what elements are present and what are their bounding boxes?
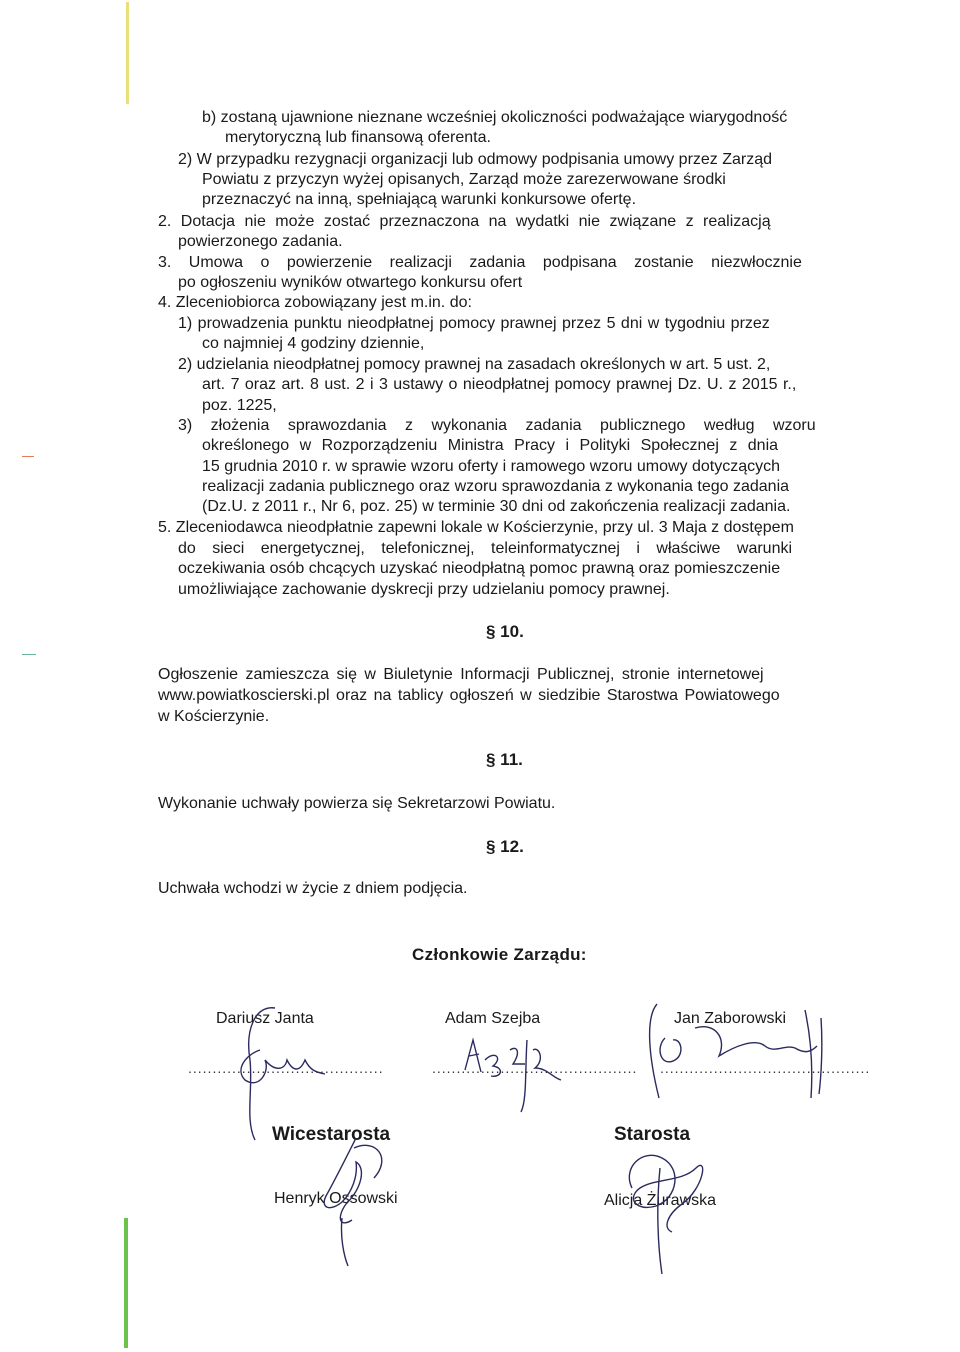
member-name-szejba: Adam Szejba <box>445 1010 541 1027</box>
paragraph-3-line-2: po ogłoszeniu wyników otwartego konkursu ofert <box>178 274 523 291</box>
subitem-2-line-1: 2) W przypadku rezygnacji organizacji lub odmowy podpisania umowy przez Zarząd <box>178 151 773 168</box>
paragraph-2-line-2: powierzonego zadania. <box>178 233 343 250</box>
subitem-2-line-3: przeznaczyć na inną, spełniającą warunki konkursowe ofertę. <box>202 191 637 208</box>
paragraph-4-sub-2-line-3: poz. 1225, <box>202 397 277 414</box>
paragraph-3-line-1: 3. Umowa o powierzenie realizacji zadania podpisana zostanie niezwłocznie <box>158 254 802 271</box>
section-12-title: § 12. <box>486 837 524 856</box>
paragraph-5-line-2: do sieci energetycznej, telefonicznej, teleinformatycznej i właściwe warunki <box>178 540 793 557</box>
paragraph-4-sub-2-line-1: 2) udzielania nieodpłatnej pomocy prawnej na zasadach określonych w art. 5 ust. 2, <box>178 356 771 373</box>
subitem-2-line-2-text: Powiatu z przyczyn wyżej opisanych, Zarząd może zarezerwowane środki <box>202 171 726 188</box>
signature-szejba <box>455 1020 575 1120</box>
section-12-text: Uchwała wchodzi w życie z dniem podjęcia. <box>158 880 468 897</box>
section-10-line-1: Ogłoszenie zamieszcza się w Biuletynie Informacji Publicznej, stronie internetowej <box>158 666 764 683</box>
subitem-2-line-2 <box>202 170 866 190</box>
paragraph-5-line-1: 5. Zleceniodawca nieodpłatnie zapewni lokale w Kościerzynie, przy ul. 3 Maja z dostępem <box>158 519 794 536</box>
paragraph-4-sub-3-line-4: realizacji zadania publicznego oraz wzoru sprawozdania z wykonania tego zadania <box>202 478 790 495</box>
item-b-line-2: merytoryczną lub finansową oferenta. <box>225 129 491 146</box>
item-b-line-1: b) zostaną ujawnione nieznane wcześniej okoliczności podważające wiarygodność <box>202 109 788 126</box>
paragraph-4-line-1: 4. Zleceniobiorca zobowiązany jest m.in. do: <box>158 294 472 311</box>
section-11-title: § 11. <box>486 750 523 769</box>
board-heading: Członkowie Zarządu: <box>412 945 587 964</box>
member-name-zaborowski: Jan Zaborowski <box>674 1010 787 1027</box>
paragraph-4-sub-3-line-3: 15 grudnia 2010 r. w sprawie wzoru oferty i ramowego wzoru umowy dotyczących <box>202 458 781 475</box>
member-dots-janta: ........................................ <box>188 1060 384 1076</box>
paragraph-5-line-4: umożliwiające zachowanie dyskrecji przy udzielaniu pomocy prawnej. <box>178 581 670 598</box>
section-10-line-2: www.powiatkoscierski.pl oraz na tablicy ogłoszeń w siedzibie Starostwa Powiatowego <box>158 687 780 704</box>
member-name-janta: Dariusz Janta <box>216 1010 314 1027</box>
paragraph-4-sub-1-line-2: co najmniej 4 godziny dziennie, <box>202 335 425 352</box>
paragraph-4-sub-3-line-2: określonego w Rozporządzeniu Ministra Pracy i Polityki Społecznej z dnia <box>202 437 779 454</box>
margin-mark-yellow <box>126 2 129 104</box>
deputy-role: Wicestarosta <box>272 1124 391 1145</box>
paragraph-4-sub-2-line-2: art. 7 oraz art. 8 ust. 2 i 3 ustawy o nieodpłatnej pomocy prawnej Dz. U. z 2015 r., <box>202 376 797 393</box>
deputy-name: Henryk Ossowski <box>274 1190 398 1207</box>
margin-mark-red <box>22 456 34 457</box>
member-dots-szejba: .......................................... <box>432 1060 638 1076</box>
section-10-line-3: w Kościerzynie. <box>158 708 270 725</box>
head-name: Alicja Żurawska <box>604 1192 717 1209</box>
paragraph-4-sub-3-line-1: 3) złożenia sprawozdania z wykonania zadania publicznego według wzoru <box>178 417 816 434</box>
paragraph-5-line-3: oczekiwania osób chcących uzyskać nieodpłatną pomoc prawną oraz pomieszczenie <box>178 560 781 577</box>
paragraph-2-line-1: 2. Dotacja nie może zostać przeznaczona na wydatki nie związane z realizacją <box>158 213 771 230</box>
margin-mark-teal <box>22 654 36 655</box>
paragraph-4-sub-3-line-5: (Dz.U. z 2011 r., Nr 6, poz. 25) w terminie 30 dni od zakończenia realizacji zadania. <box>202 498 791 515</box>
section-11-text: Wykonanie uchwały powierza się Sekretarzowi Powiatu. <box>158 795 556 812</box>
paragraph-4-sub-1-line-1: 1) prowadzenia punktu nieodpłatnej pomocy prawnej przez 5 dni w tygodniu przez <box>178 315 770 332</box>
signature-zaborowski <box>635 998 835 1108</box>
signature-ossowski <box>296 1128 406 1268</box>
margin-mark-green <box>124 1218 128 1348</box>
member-dots-zaborowski: ........................................... <box>660 1060 871 1076</box>
section-10-title: § 10. <box>486 622 524 641</box>
signature-zurawska <box>612 1128 722 1278</box>
head-role: Starosta <box>614 1124 691 1145</box>
